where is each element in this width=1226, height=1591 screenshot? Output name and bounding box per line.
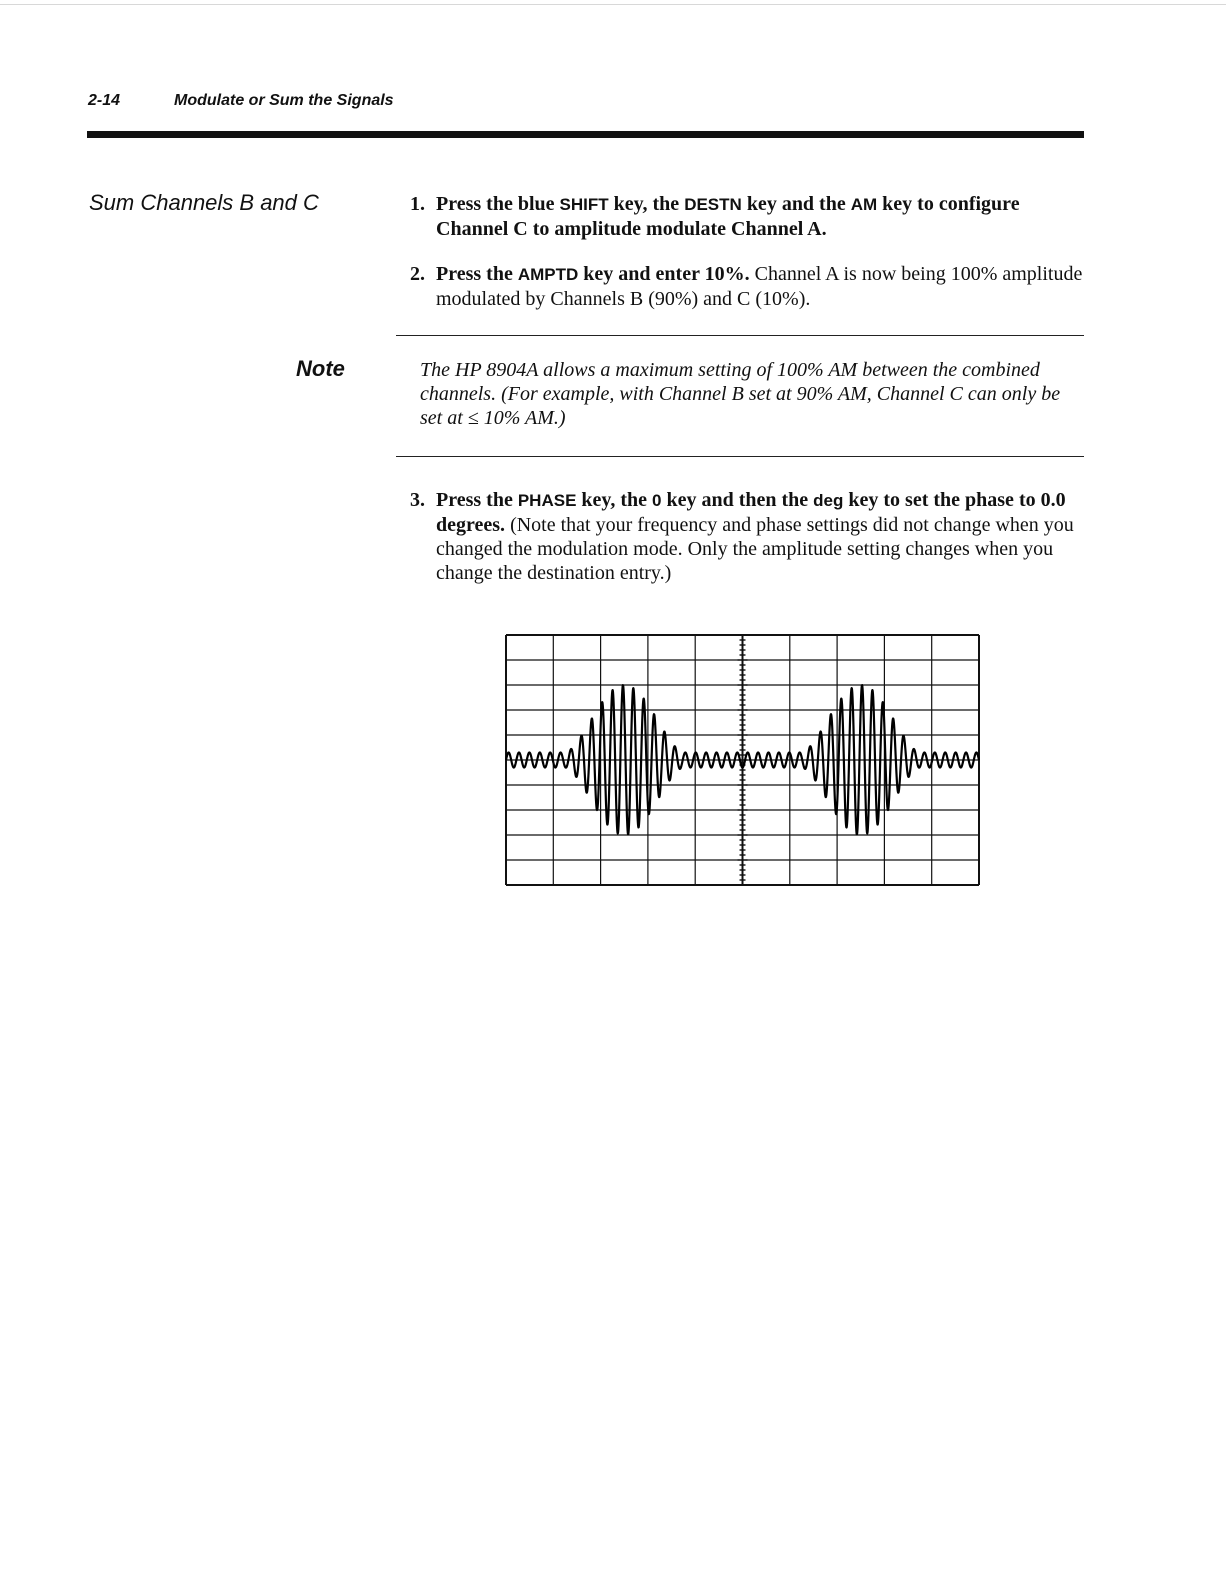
note-label: Note xyxy=(296,356,345,381)
step-text-run: key to configure Channel C to amplitude modulate Channel A. xyxy=(436,193,1020,240)
header-rule xyxy=(87,131,1084,138)
step-text-run: Channel A is now being 100% amplitude modulated by Channels B (90%) and C (10%). xyxy=(436,263,1083,310)
step-text-run: Press the xyxy=(436,489,518,511)
step-text-run: key and then the xyxy=(661,489,814,511)
section-heading: Sum Channels B and C xyxy=(89,190,319,215)
step-text-run: Press the blue xyxy=(436,193,560,215)
step-1 xyxy=(410,192,1090,241)
key-name: PHASE xyxy=(517,491,577,510)
oscilloscope-display-figure xyxy=(505,634,980,886)
note-rule-bottom xyxy=(396,456,1084,457)
step-text-run: key and enter 10%. xyxy=(578,263,750,285)
note-rule-top xyxy=(396,335,1084,336)
note-text: The HP 8904A allows a maximum setting of 100% AM between the combined channels. (For example, with Channel B set at 90% AM, Channel C can only be set at ≤ 10% AM.) xyxy=(420,359,1061,429)
scan-edge-line xyxy=(0,4,1226,5)
step-text-run: key, the xyxy=(608,193,685,215)
chapter-title: Modulate or Sum the Signals xyxy=(174,92,394,109)
step-text-run: key and the xyxy=(741,193,851,215)
key-name: 0 xyxy=(651,491,662,510)
key-name: deg xyxy=(813,491,844,510)
step-number: 3. xyxy=(410,489,425,511)
step-text xyxy=(436,262,1090,311)
running-head xyxy=(88,92,394,110)
key-name: SHIFT xyxy=(559,195,609,214)
step-text xyxy=(436,192,1090,241)
step-2 xyxy=(410,262,1090,311)
step-number: 2. xyxy=(410,263,425,285)
step-text xyxy=(436,488,1090,585)
step-3 xyxy=(410,488,1090,585)
key-name: DESTN xyxy=(684,195,742,214)
step-number: 1. xyxy=(410,193,425,215)
page-number: 2-14 xyxy=(88,92,121,109)
step-text-run: (Note that your frequency and phase settings did not change when you changed the modulation mode. Only the amplitude setting changes when you change the destination entry.) xyxy=(436,514,1074,584)
key-name: AMPTD xyxy=(517,265,579,284)
step-text-run: key to set the phase to 0.0 degrees. xyxy=(436,489,1066,536)
key-name: AM xyxy=(850,195,878,214)
step-text-run: Press the xyxy=(436,263,518,285)
step-text-run: key, the xyxy=(576,489,652,511)
